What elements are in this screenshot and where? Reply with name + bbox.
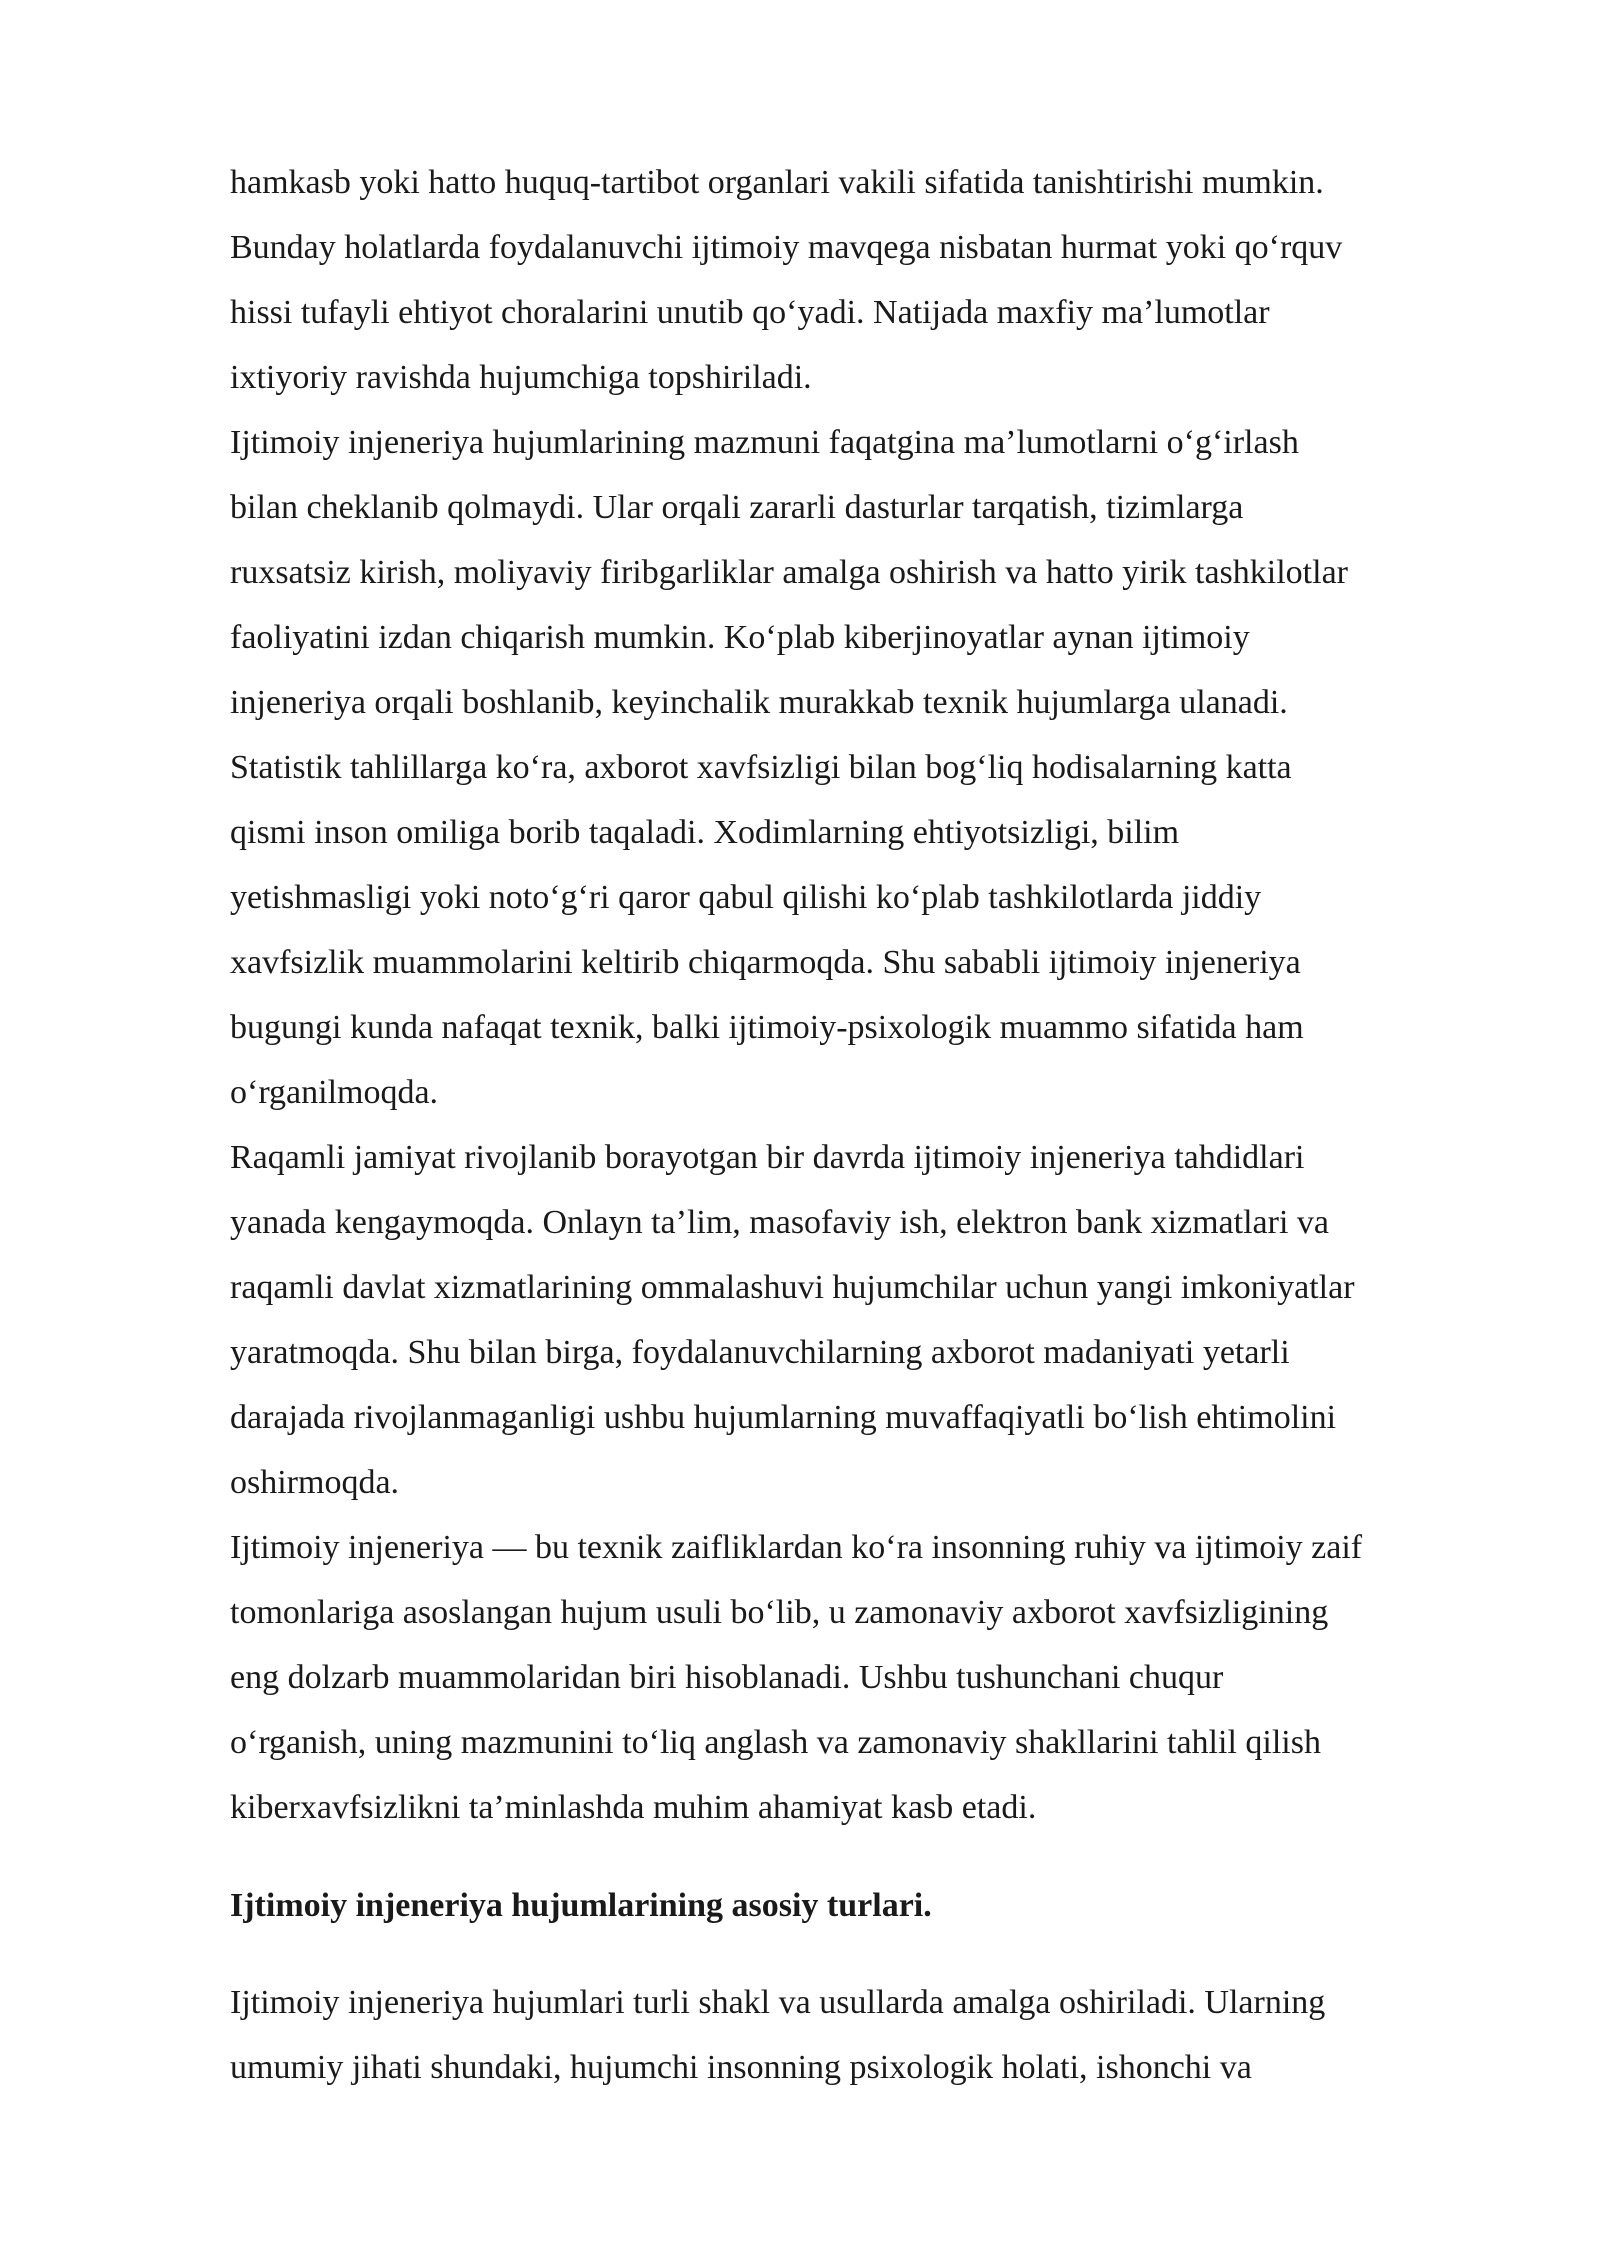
text-line: Statistik tahlillarga ko‘ra, axborot xavfsizligi bilan bog‘liq hodisalarning katta xyxy=(230,749,1292,786)
text-line: Raqamli jamiyat rivojlanib borayotgan bir davrda ijtimoiy injeneriya tahdidlari xyxy=(230,1139,1305,1176)
text-line: Ijtimoiy injeneriya hujumlarining mazmuni faqatgina ma’lumotlarni o‘g‘irlash xyxy=(230,424,1299,461)
paragraph-5 xyxy=(230,1970,1500,2100)
text-line: bugungi kunda nafaqat texnik, balki ijtimoiy-psixologik muammo sifatida ham xyxy=(230,1009,1304,1046)
paragraph-4 xyxy=(230,1515,1500,1840)
text-line: umumiy jihati shundaki, hujumchi insonning psixologik holati, ishonchi va xyxy=(230,2049,1252,2086)
text-line: qismi inson omiliga borib taqaladi. Xodimlarning ehtiyotsizligi, bilim xyxy=(230,814,1180,851)
text-line: o‘rganilmoqda. xyxy=(230,1074,439,1111)
text-line: tomonlariga asoslangan hujum usuli bo‘lib, u zamonaviy axborot xavfsizligining xyxy=(230,1594,1329,1631)
text-line: raqamli davlat xizmatlarining ommalashuvi hujumchilar uchun yangi imkoniyatlar xyxy=(230,1269,1355,1306)
text-line: yetishmasligi yoki noto‘g‘ri qaror qabul qilishi ko‘plab tashkilotlarda jiddiy xyxy=(230,879,1262,916)
text-line: eng dolzarb muammolaridan biri hisoblanadi. Ushbu tushunchani chuqur xyxy=(230,1659,1224,1696)
text-line: ixtiyoriy ravishda hujumchiga topshiriladi. xyxy=(230,359,812,396)
text-line: yanada kengaymoqda. Onlayn ta’lim, masofaviy ish, elektron bank xizmatlari va xyxy=(230,1204,1329,1241)
text-line: faoliyatini izdan chiqarish mumkin. Ko‘plab kiberjinoyatlar aynan ijtimoiy xyxy=(230,619,1250,656)
text-line: Ijtimoiy injeneriya hujumlari turli shakl va usullarda amalga oshiriladi. Ularning xyxy=(230,1984,1326,2021)
text-line: yaratmoqda. Shu bilan birga, foydalanuvchilarning axborot madaniyati yetarli xyxy=(230,1334,1290,1371)
text-line: bilan cheklanib qolmaydi. Ular orqali zararli dasturlar tarqatish, tizimlarga xyxy=(230,489,1244,526)
text-line: darajada rivojlanmaganligi ushbu hujumlarning muvaffaqiyatli bo‘lish ehtimolini xyxy=(230,1399,1337,1436)
text-line: Bunday holatlarda foydalanuvchi ijtimoiy mavqega nisbatan hurmat yoki qo‘rquv xyxy=(230,229,1343,266)
text-line: oshirmoqda. xyxy=(230,1464,400,1501)
text-line: hissi tufayli ehtiyot choralarini unutib qo‘yadi. Natijada maxfiy ma’lumotlar xyxy=(230,294,1270,331)
text-line: Ijtimoiy injeneriya — bu texnik zaifliklardan ko‘ra insonning ruhiy va ijtimoiy zaif xyxy=(230,1529,1363,1566)
text-line: o‘rganish, uning mazmunini to‘liq anglash va zamonaviy shakllarini tahlil qilish xyxy=(230,1724,1321,1761)
paragraph-1 xyxy=(230,150,1500,410)
text-line: xavfsizlik muammolarini keltirib chiqarmoqda. Shu sababli ijtimoiy injeneriya xyxy=(230,944,1301,981)
paragraph-2 xyxy=(230,410,1500,1125)
text-line: ruxsatsiz kirish, moliyaviy firibgarliklar amalga oshirish va hatto yirik tashkilotlar xyxy=(230,554,1348,591)
text-line: kiberxavfsizlikni ta’minlashda muhim ahamiyat kasb etadi. xyxy=(230,1789,1037,1826)
document-page xyxy=(230,150,1500,2100)
paragraph-3 xyxy=(230,1125,1500,1515)
section-heading: Ijtimoiy injeneriya hujumlarining asosiy turlari. xyxy=(230,1887,932,1924)
text-line: injeneriya orqali boshlanib, keyinchalik murakkab texnik hujumlarga ulanadi. xyxy=(230,684,1288,721)
text-line: hamkasb yoki hatto huquq-tartibot organlari vakili sifatida tanishtirishi mumkin. xyxy=(230,164,1324,201)
